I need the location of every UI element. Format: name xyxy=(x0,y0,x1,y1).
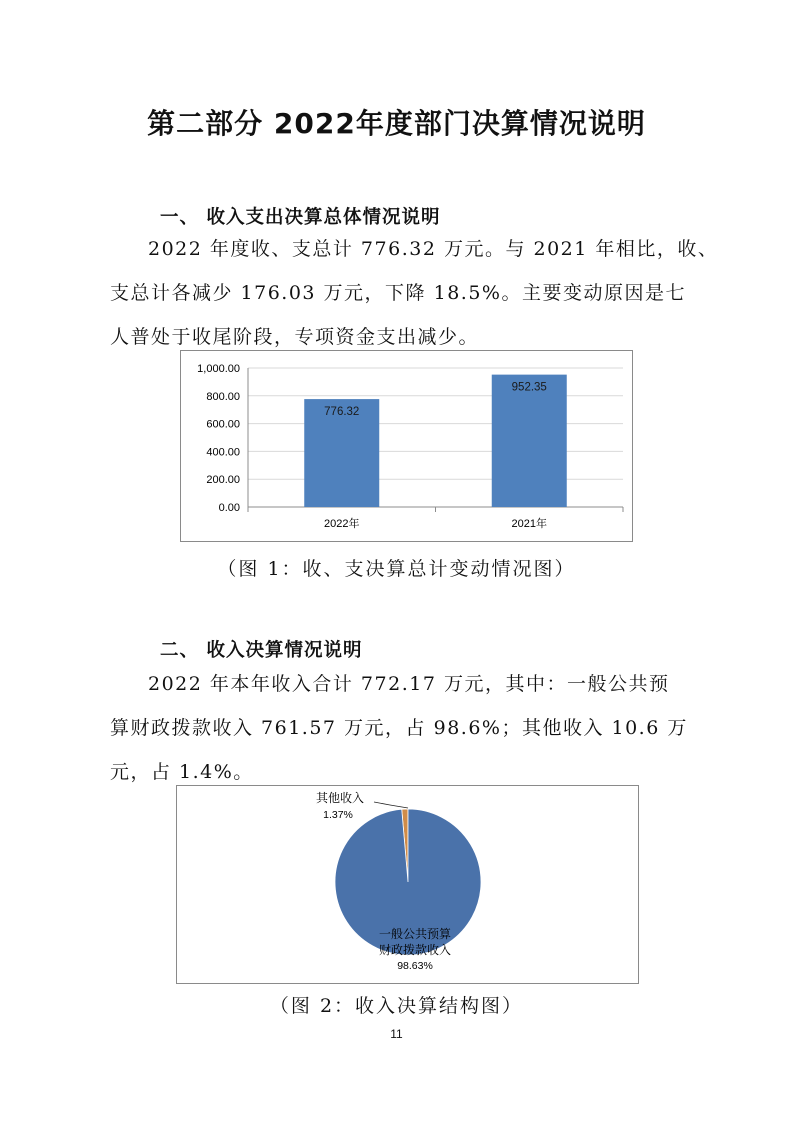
pie-chart xyxy=(176,785,639,984)
pie-chart-svg xyxy=(177,786,638,983)
section2-heading: 二、 收入决算情况说明 xyxy=(160,640,363,661)
bar-y-tick-label: 200.00 xyxy=(206,474,240,487)
bar-chart-svg xyxy=(181,351,632,541)
bar-x-tick-label: 2022年 xyxy=(324,518,360,530)
bar-y-tick-label: 1,000.00 xyxy=(197,363,240,375)
section1-line-2: 支总计各减少 176.03 万元，下降 18.5%。主要变动原因是七 xyxy=(110,282,686,304)
section2-line-2: 算财政拨款收入 761.57 万元，占 98.6%；其他收入 10.6 万 xyxy=(110,717,688,739)
section1-line-1: 2022 年度收、支总计 776.32 万元。与 2021 年相比，收、 xyxy=(148,238,719,260)
section2-line-3: 元，占 1.4%。 xyxy=(110,761,254,783)
section2-paragraph xyxy=(110,662,690,794)
figure1-caption: （图 1：收、支决算总计变动情况图） xyxy=(217,558,576,580)
bar-y-tick-label: 400.00 xyxy=(206,446,240,459)
bar-y-tick-label: 600.00 xyxy=(206,418,240,431)
page-number: 11 xyxy=(390,1027,403,1041)
bar-x-tick-label: 2021年 xyxy=(511,518,547,530)
bar-y-tick-label: 800.00 xyxy=(206,390,240,403)
bar-value-label: 952.35 xyxy=(511,381,547,394)
bar-2021年 xyxy=(492,375,567,507)
pie-leader-line xyxy=(374,802,408,808)
pie-label-main-line2: 财政拨款收入 xyxy=(378,943,452,957)
page-title: 第二部分 2022年度部门决算情况说明 xyxy=(147,107,646,140)
section1-paragraph xyxy=(110,227,719,359)
section1-heading: 一、 收入支出决算总体情况说明 xyxy=(160,207,441,228)
pie-label-main-line1: 一般公共预算 xyxy=(378,927,452,941)
pie-percent-other: 1.37% xyxy=(323,809,353,821)
bar-chart xyxy=(180,350,633,542)
bar-value-label: 776.32 xyxy=(324,406,360,419)
section2-line-1: 2022 年本年收入合计 772.17 万元，其中：一般公共预 xyxy=(148,673,670,695)
pie-label-other: 其他收入 xyxy=(315,791,365,805)
figure2-caption: （图 2：收入决算结构图） xyxy=(269,995,524,1017)
pie-percent-main: 98.63% xyxy=(397,960,433,972)
bar-y-tick-label: 0.00 xyxy=(218,502,240,514)
section1-line-3: 人普处于收尾阶段，专项资金支出减少。 xyxy=(110,326,480,348)
